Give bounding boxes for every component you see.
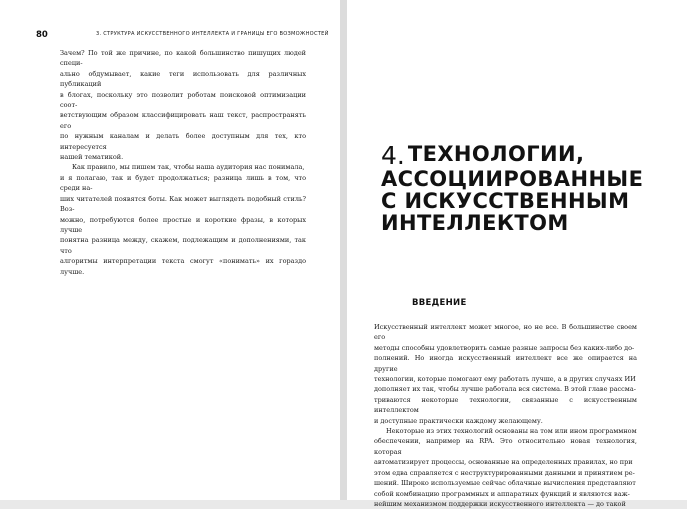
left-page [0,0,340,500]
chapter-title-line: ТЕХНОЛОГИИ, [407,142,585,166]
text-line: в блогах, поскольку это позволит роботам поисковой оптимизации соот- [60,90,306,110]
text-line: и доступные практически каждому желающему. [374,416,543,425]
paragraph [60,162,306,276]
text-line: можно, потребуются более простые и короткие фразы, в которых лучше [60,215,306,234]
text-line: ветствующим образом классифицировать наш текст, распространять его [60,111,306,130]
text-line: шений. Широко используемые сейчас облачные вычисления представляют [374,479,636,488]
text-line: полнений. Но иногда искусственный интеллект все же опирается на другие [374,354,637,373]
text-line: дополняет их так, чтобы лучше работала вся система. В этой главе рассма- [374,385,636,394]
text-line: ших читателей появятся боты. Как может выглядеть подобный стиль? Воз- [60,194,306,214]
running-head [36,30,329,42]
book-gutter [340,0,347,500]
chapter-title-line: ИНТЕЛЛЕКТОМ [381,211,569,235]
page-number: 80 [36,30,48,40]
right-page [347,0,687,508]
chapter-title-line: АССОЦИИРОВАННЫЕ [381,167,644,191]
chapter-number: 4. [381,141,405,170]
text-line: автоматизирует процессы, основанные на определенных правилах, но при [374,458,633,467]
chapter-title-line: С ИСКУССТВЕННЫМ [381,189,630,213]
text-line: этом едва справляется с неструктурированными данными и принятием ре- [374,468,635,477]
text-line: нейшим механизмом поддержки искусственного интеллекта — до такой [374,499,626,508]
text-line: ально обдумывает, какие теги использовать для различных публикаций [60,69,306,89]
left-body-text [60,48,306,277]
text-line: Зачем? По той же причине, по какой большинство пишущих людей специ- [60,49,306,68]
text-line: алгоритмы интерпретации текста смогут «понимать» их гораздо лучше. [60,257,306,276]
text-line: обеспечении, например на RPA. Это относительно новая технология, которая [374,437,637,456]
paragraph [60,48,306,162]
text-line: нашей тематикой. [60,153,124,162]
right-body-text [374,322,637,509]
text-line: понятна разница между, скажем, подлежащим и дополнениями, так что [60,236,306,255]
text-line: Как правило, мы пишем так, чтобы наша аудитория нас понимала, [72,163,305,172]
text-line: Некоторые из этих технологий основаны на том или ином программном [386,427,637,436]
chapter-title [381,143,681,234]
paragraph [374,322,637,426]
text-line: и я полагаю, так и будет продолжаться; разница лишь в том, что среди на- [60,173,306,193]
text-line: Искусственный интеллект может многое, но не все. В большинстве своем его [374,323,637,342]
text-line: технологии, которые помогают ему работать лучше, а в других случаях ИИ [374,375,636,384]
section-heading: ВВЕДЕНИЕ [412,298,467,308]
text-line: по нужным каналам и делать более доступным для тех, кто интересуется [60,132,306,151]
running-title: 3. СТРУКТУРА ИСКУССТВЕННОГО ИНТЕЛЛЕКТА И ГРАНИЦЫ ЕГО ВОЗМОЖНОСТЕЙ [96,31,329,37]
paragraph [374,426,637,509]
text-line: собой комбинацию программных и аппаратных функций и являются важ- [374,489,630,498]
text-line: методы способны удовлетворить самые разные запросы без каких-либо до- [374,343,635,352]
text-line: триваются некоторые технологии, связанные с искусственным интеллектом [374,395,637,415]
